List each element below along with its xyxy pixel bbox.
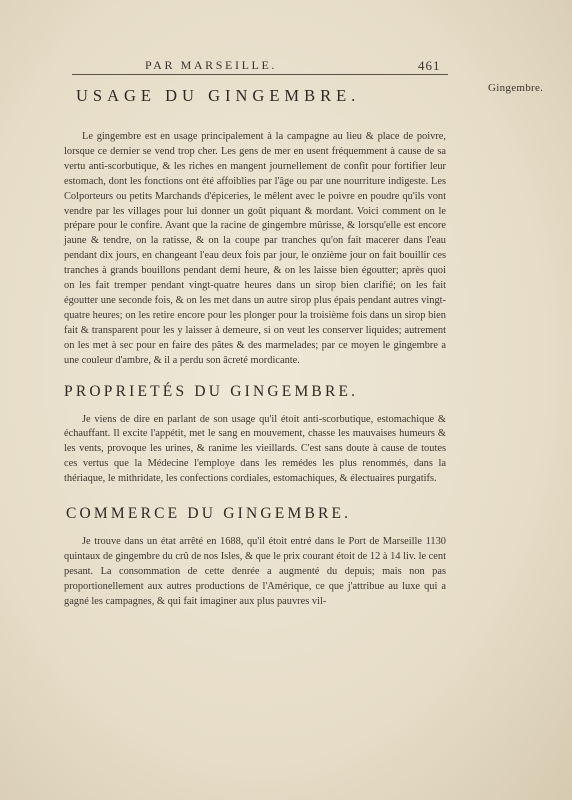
section-title-usage: USAGE DU GINGEMBRE.: [76, 86, 361, 105]
section-title-proprietes: PROPRIETÉS DU GINGEMBRE.: [64, 382, 359, 400]
page-content: [64, 86, 446, 610]
section-paragraph-usage: Le gingembre est en usage principalement à la campagne au lieu & place de poivre, lorsque ce dernier se vend trop cher. Les gens de mer en usent fréquemment à cause de sa vertu anti-scorbutique, & les riches en mangent journellement de confit pour fortifier leur estomach, dont les fonctions ont été affoiblies par l'âge ou par une nourriture indigeste. Les Colporteurs ou petits Marchands d'épiceries, le mêlent avec le poivre en poudre qu'ils vont vendre par les villages pour lui donner un goût piquant & mordant. Voici comment on le prépare pour le confire. Avant que la racine de gingembre mûrisse, & lorsqu'elle est encore jaune & tendre, on la ratisse, & on la coupe par tranches qu'on fait macerer dans l'eau pendant dix jours, en changeant l'eau deux fois par jour, le onzième jour on fait bouillir ces tranches à grands bouillons pendant demi heure, & on les laisse bien égoutter; après quoi on les fait tremper pendant vingt-quatre heures dans un sirop bien clarifié; on les fait égoutter une seconde fois, & on les met dans un autre sirop plus épais pendant autres vingt-quatre heures; on les retire encore pour les plonger pour la troisième fois dans un sirop bien fait & transparent pour les y laisser à demeure, si on veut les conserver liquides; autrement on les met à sec pour en faire des pâtes & des marmelades; par ce moyen le gingembre a une couleur d'ambre, & il a perdu son âcreté mordicante.: [64, 131, 446, 366]
section-title-commerce: COMMERCE DU GINGEMBRE.: [66, 505, 352, 523]
section-paragraph-commerce: Je trouve dans un état arrêté en 1688, qu'il étoit entré dans le Port de Marseille 1130 quintaux de gingembre du crû de nos Isles, & que le prix courant étoit de 12 à 14 liv. le cent pesant. La consommation de cette denrée a augmenté du depuis; mais non pas proportionellement aux autres productions de l'Amérique, ce que j'attribue au luxe qui a gagné les campagnes, & qui fait imaginer aux plus pauvres vil-: [64, 536, 446, 607]
header-rule: [72, 74, 448, 75]
page-number: 461: [418, 58, 441, 73]
running-head: PAR MARSEILLE.: [145, 58, 277, 72]
margin-note: Gingembre.: [488, 82, 544, 94]
section-paragraph-proprietes: Je viens de dire en parlant de son usage qu'il étoit anti-scorbutique, estomachique & échauffant. Il excite l'appétit, met le sang en mouvement, chasse les mauvaises humeurs & les vents, provoque les urines, & ranime les vieillards. C'est sans doute à cause de toutes ces vertus que la Médecine l'employe dans les remédes les plus renommés, dans la thériaque, le mithridate, les confections cordiales, estomachiques, & électuaires purgatifs.: [64, 413, 446, 485]
